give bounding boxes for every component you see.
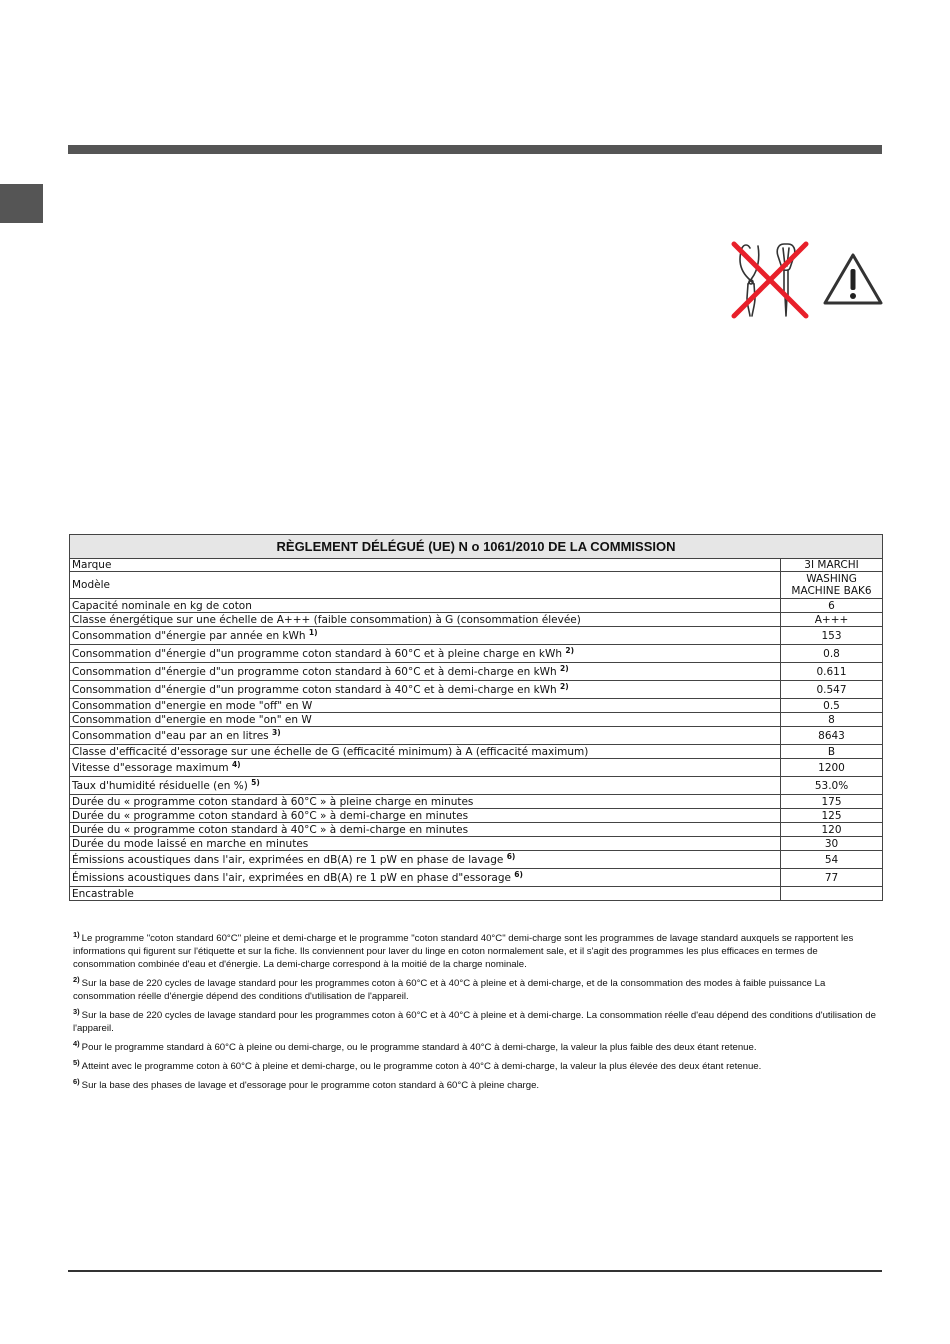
- row-value: 0.8: [823, 647, 840, 660]
- table-row: [70, 627, 883, 645]
- table-row: [70, 645, 883, 663]
- row-value-cell: [781, 572, 883, 599]
- row-label: Vitesse d"essorage maximum: [72, 761, 229, 774]
- table-row: [70, 851, 883, 869]
- footnote-text: Sur la base de 220 cycles de lavage standard pour les programmes coton à 60°C et à 40°C à pleine et à demi-charge, et de la consommation des modes à faible puissance La consommation réelle d'énergie dépend des conditions d'utilisation de l'appareil.: [73, 978, 826, 1002]
- row-label: Durée du « programme coton standard à 40°C » à demi-charge en minutes: [72, 823, 469, 836]
- row-value-cell: [781, 759, 883, 777]
- row-label-cell: [70, 559, 781, 572]
- row-label-cell: [70, 809, 781, 823]
- row-value-cell: [781, 777, 883, 795]
- footnote-ref: 2): [560, 681, 569, 691]
- row-label: Marque: [72, 559, 112, 571]
- table-row: [70, 795, 883, 809]
- footnote: [73, 1079, 879, 1092]
- table-title: RÈGLEMENT DÉLÉGUÉ (UE) N o 1061/2010 DE LA COMMISSION: [70, 535, 883, 559]
- row-label: Consommation d"énergie par année en kWh: [72, 629, 306, 642]
- row-value-cell: [781, 599, 883, 613]
- table-row: [70, 559, 883, 572]
- footnote-ref: 3): [271, 727, 281, 737]
- footnote-ref: 6): [506, 851, 516, 861]
- row-value-cell: [781, 851, 883, 869]
- table-row: [70, 823, 883, 837]
- row-label-cell: [70, 795, 781, 809]
- row-label-cell: [70, 681, 781, 699]
- table-row: [70, 572, 883, 599]
- row-value: 120: [821, 823, 842, 836]
- footnote-number: 5): [73, 1058, 80, 1067]
- row-label: Durée du mode laissé en marche en minutes: [72, 837, 309, 850]
- table-row: [70, 699, 883, 713]
- table-row: [70, 869, 883, 887]
- footnote-number: 6): [73, 1077, 80, 1086]
- footnote-text: Atteint avec le programme coton à 60°C à pleine et demi-charge, ou le programme coton à 40°C à demi-charge, la valeur la plus élevée des deux étant retenue.: [81, 1061, 762, 1072]
- footnote-ref: 6): [514, 869, 523, 879]
- row-value: A+++: [814, 613, 849, 626]
- row-value-cell: [781, 823, 883, 837]
- row-label-cell: [70, 869, 781, 887]
- row-label-cell: [70, 727, 781, 745]
- row-label-cell: [70, 645, 781, 663]
- table-row: [70, 887, 883, 901]
- row-value-cell: [781, 713, 883, 727]
- row-label: Durée du « programme coton standard à 60°C » à demi-charge en minutes: [72, 809, 469, 822]
- row-label-cell: [70, 887, 781, 901]
- no-pliers-screwdriver-icon: [728, 238, 812, 322]
- table-row: [70, 663, 883, 681]
- row-value: 125: [821, 809, 842, 822]
- row-value-cell: [781, 869, 883, 887]
- table-row: [70, 809, 883, 823]
- row-label: Émissions acoustiques dans l'air, exprimées en dB(A) re 1 pW en phase de lavage: [72, 853, 504, 866]
- footnote-ref: 4): [231, 759, 241, 769]
- row-label: Classe d'efficacité d'essorage sur une échelle de G (efficacité minimum) à A (efficacité maximum): [72, 745, 589, 758]
- table-row: [70, 745, 883, 759]
- row-value-cell: [781, 699, 883, 713]
- side-tab-marker: [0, 184, 43, 223]
- row-value: 153: [821, 629, 842, 642]
- row-value-cell: [781, 645, 883, 663]
- row-label-cell: [70, 777, 781, 795]
- footnotes: [73, 932, 879, 1098]
- footnote-number: 3): [73, 1007, 80, 1016]
- footnote-ref: 2): [565, 645, 575, 655]
- row-label: Consommation d"eau par an en litres: [72, 729, 269, 742]
- row-value: 0.611: [816, 665, 847, 678]
- row-value: 175: [821, 795, 842, 808]
- footnote-ref: 2): [560, 663, 569, 673]
- footnote: [73, 977, 879, 1003]
- row-label-cell: [70, 759, 781, 777]
- row-value-cell: [781, 663, 883, 681]
- footnote-text: Sur la base de 220 cycles de lavage standard pour les programmes coton à 60°C et à 40°C à pleine et à demi-charge. La consommation réelle d'eau dépend des conditions d'utilisation de l'appareil.: [73, 1010, 876, 1034]
- row-label-cell: [70, 599, 781, 613]
- row-value-cell: [781, 559, 883, 572]
- table-row: [70, 759, 883, 777]
- row-value-cell: [781, 627, 883, 645]
- footnote-ref: 1): [308, 627, 318, 637]
- table-row: [70, 727, 883, 745]
- row-label-cell: [70, 823, 781, 837]
- row-label: Encastrable: [72, 887, 134, 900]
- row-label-cell: [70, 613, 781, 627]
- row-value-cell: [781, 681, 883, 699]
- table-row: [70, 613, 883, 627]
- row-value: 3I MARCHI: [804, 559, 859, 571]
- row-label: Émissions acoustiques dans l'air, exprimées en dB(A) re 1 pW en phase d"essorage: [72, 871, 511, 884]
- footnote-number: 2): [73, 975, 80, 984]
- header-rule: [68, 145, 882, 154]
- row-value-cell: [781, 809, 883, 823]
- row-value: WASHING: [806, 573, 857, 585]
- row-value-cell: [781, 727, 883, 745]
- footnote: [73, 1041, 879, 1054]
- row-label: Consommation d"energie en mode "off" en W: [72, 699, 313, 712]
- table-row: [70, 777, 883, 795]
- energy-spec-table: [69, 534, 883, 901]
- row-label: Consommation d"energie en mode "on" en W: [72, 713, 312, 726]
- row-value-cell: [781, 887, 883, 901]
- row-value: 0.5: [823, 699, 840, 712]
- row-label-cell: [70, 663, 781, 681]
- row-value-line2: MACHINE BAK6: [791, 585, 872, 597]
- table-row: [70, 599, 883, 613]
- row-value-cell: [781, 745, 883, 759]
- row-label: Capacité nominale en kg de coton: [72, 599, 252, 612]
- table-row: [70, 713, 883, 727]
- row-label: Durée du « programme coton standard à 60°C » à pleine charge en minutes: [72, 795, 474, 808]
- row-label-cell: [70, 572, 781, 599]
- row-label-cell: [70, 851, 781, 869]
- footnote-number: 4): [73, 1039, 80, 1048]
- footnote: [73, 1060, 879, 1073]
- footnote-text: Sur la base des phases de lavage et d'essorage pour le programme coton standard à 60°C à pleine charge.: [81, 1080, 540, 1091]
- row-value-cell: [781, 837, 883, 851]
- row-value: 6: [828, 599, 835, 612]
- footer-rule: [68, 1270, 882, 1272]
- row-value: B: [827, 745, 836, 758]
- table-title-row: [70, 535, 883, 559]
- row-value: 8: [828, 713, 835, 726]
- row-label: Consommation d"énergie d"un programme coton standard à 60°C et à pleine charge en kWh: [72, 647, 563, 660]
- row-value-cell: [781, 613, 883, 627]
- row-label-cell: [70, 699, 781, 713]
- row-label: Classe énergétique sur une échelle de A+++ (faible consommation) à G (consommation élevée): [72, 613, 581, 626]
- row-value: 54: [824, 853, 839, 866]
- footnote: [73, 932, 879, 971]
- row-label-cell: [70, 745, 781, 759]
- row-label-cell: [70, 713, 781, 727]
- footnote-ref: 5): [251, 777, 260, 787]
- warning-triangle-icon: [822, 252, 884, 306]
- footnote-text: Pour le programme standard à 60°C à pleine ou demi-charge, ou le programme standard à 40°C à demi-charge, la valeur la plus faible des deux étant retenue.: [81, 1042, 757, 1053]
- row-value: 53.0%: [814, 779, 849, 792]
- row-value: 8643: [818, 729, 845, 742]
- table-row: [70, 681, 883, 699]
- row-label-cell: [70, 837, 781, 851]
- row-value: 0.547: [816, 683, 847, 696]
- row-label: Modèle: [72, 579, 110, 591]
- row-label: Consommation d"énergie d"un programme coton standard à 60°C et à demi-charge en kWh: [72, 665, 557, 678]
- table-row: [70, 837, 883, 851]
- footnote-text: Le programme "coton standard 60°C" pleine et demi-charge et le programme "coton standard 40°C" demi-charge sont les programmes de lavage standard auxquels se rapportent les informations qui figurent sur l'étiquette et sur la fiche. Ils conviennent pour laver du linge en coton normalement sale, et il s'agit des programmes les plus efficaces en termes de consommation combinée d'eau et d'énergie. La demi-charge correspond à la moitié de la charge nominale.: [73, 933, 854, 970]
- row-label: Consommation d"énergie d"un programme coton standard à 40°C et à demi-charge en kWh: [72, 683, 557, 696]
- row-value: 30: [824, 837, 839, 850]
- footnote-number: 1): [73, 930, 80, 939]
- row-label: Taux d'humidité résiduelle (en %): [72, 779, 248, 792]
- row-value: 1200: [818, 761, 845, 774]
- footnote: [73, 1009, 879, 1035]
- row-value: 77: [824, 871, 839, 884]
- row-value-cell: [781, 795, 883, 809]
- row-label-cell: [70, 627, 781, 645]
